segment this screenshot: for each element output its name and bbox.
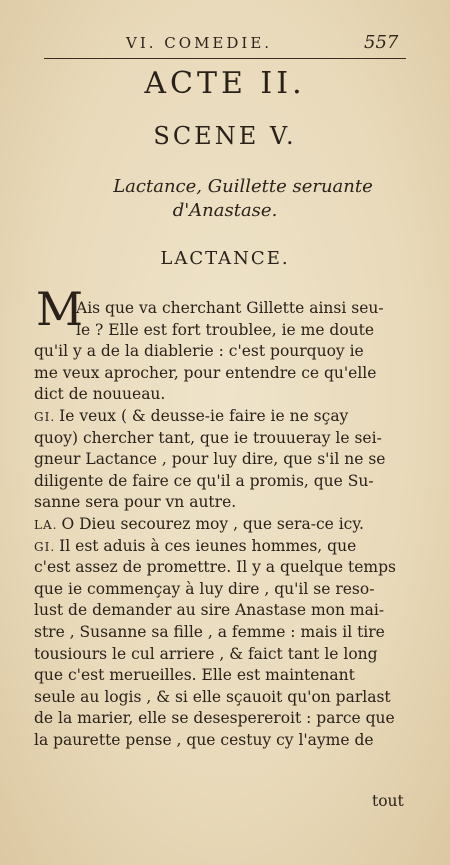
text-line bbox=[76, 320, 374, 340]
text-line bbox=[34, 536, 356, 557]
line-text: que ie commençay à luy dire , qu'il se reso- bbox=[34, 579, 375, 598]
text-line bbox=[34, 384, 165, 404]
head-rule bbox=[44, 58, 406, 59]
line-speaker: GI. bbox=[34, 539, 56, 554]
line-text: lust de demander au sire Anastase mon mai- bbox=[34, 601, 385, 620]
line-text: stre , Susanne sa fille , a femme : mais il tire bbox=[34, 623, 385, 641]
text-line bbox=[34, 644, 378, 664]
line-text: que c'est merueilles. Elle est maintenant bbox=[34, 666, 355, 685]
line-text: seule au logis , & si elle sçauoit qu'on parlast bbox=[34, 687, 391, 706]
text-line bbox=[34, 514, 364, 535]
text-line bbox=[34, 557, 396, 577]
running-title: VI. COMEDIE. bbox=[126, 34, 273, 52]
text-line bbox=[34, 449, 385, 469]
text-line bbox=[34, 406, 348, 427]
text-line bbox=[34, 341, 364, 361]
line-text: qu'il y a de la diablerie : c'est pourquoy ie bbox=[34, 342, 364, 361]
catchword: tout bbox=[372, 792, 404, 810]
text-line bbox=[34, 428, 382, 448]
line-text: la paurette pense , que cestuy cy l'ayme de bbox=[34, 731, 374, 749]
line-text: O Dieu secourez moy , que sera-ce icy. bbox=[61, 515, 364, 533]
line-text: me veux aprocher, pour entendre ce qu'elle bbox=[34, 363, 377, 382]
act-title: ACTE II. bbox=[144, 66, 306, 101]
line-text: quoy) chercher tant, que ie trouueray le sei- bbox=[34, 428, 382, 447]
text-line bbox=[34, 665, 355, 685]
speaker-heading: LACTANCE. bbox=[160, 248, 290, 269]
running-head bbox=[0, 34, 450, 56]
characters-line-2: d'Anastase. bbox=[172, 200, 278, 221]
text-line bbox=[34, 363, 376, 383]
text-line bbox=[34, 600, 384, 620]
line-text: de la marier, elle se desespereroit : parce que bbox=[34, 709, 395, 728]
line-text: tousiours le cul arriere , & faict tant le long bbox=[34, 644, 378, 663]
line-speaker: LA. bbox=[34, 518, 58, 532]
line-text: diligente de faire ce qu'il a promis, que Su- bbox=[34, 471, 374, 490]
line-text: Il est aduis à ces ieunes hommes, que bbox=[59, 536, 357, 555]
line-text: sanne sera pour vn autre. bbox=[34, 493, 237, 512]
text-line bbox=[34, 730, 374, 750]
text-line bbox=[34, 708, 395, 728]
line-text: Ie veux ( & deusse-ie faire ie ne sçay bbox=[59, 407, 349, 425]
line-text: gneur Lactance , pour luy dire, que s'il ne se bbox=[34, 450, 386, 469]
line-text: c'est assez de promettre. Il y a quelque temps bbox=[34, 558, 396, 577]
line-speaker: GI. bbox=[34, 410, 56, 424]
line-text: dict de nouueau. bbox=[34, 385, 166, 404]
text-line bbox=[34, 687, 391, 707]
scene-title: SCENE V. bbox=[153, 122, 297, 150]
text-line bbox=[34, 471, 374, 491]
text-line bbox=[34, 579, 374, 599]
text-line bbox=[76, 298, 384, 318]
characters-line-1: Lactance, Guillette seruante bbox=[113, 176, 373, 197]
line-text: le ? Elle est fort troublee, ie me doute bbox=[76, 320, 375, 339]
text-line bbox=[34, 492, 236, 512]
text-line bbox=[34, 622, 385, 642]
drop-cap: M bbox=[36, 282, 84, 336]
page-number: 557 bbox=[364, 32, 399, 53]
line-text: Ais que va cherchant Gillette ainsi seu- bbox=[76, 299, 384, 317]
